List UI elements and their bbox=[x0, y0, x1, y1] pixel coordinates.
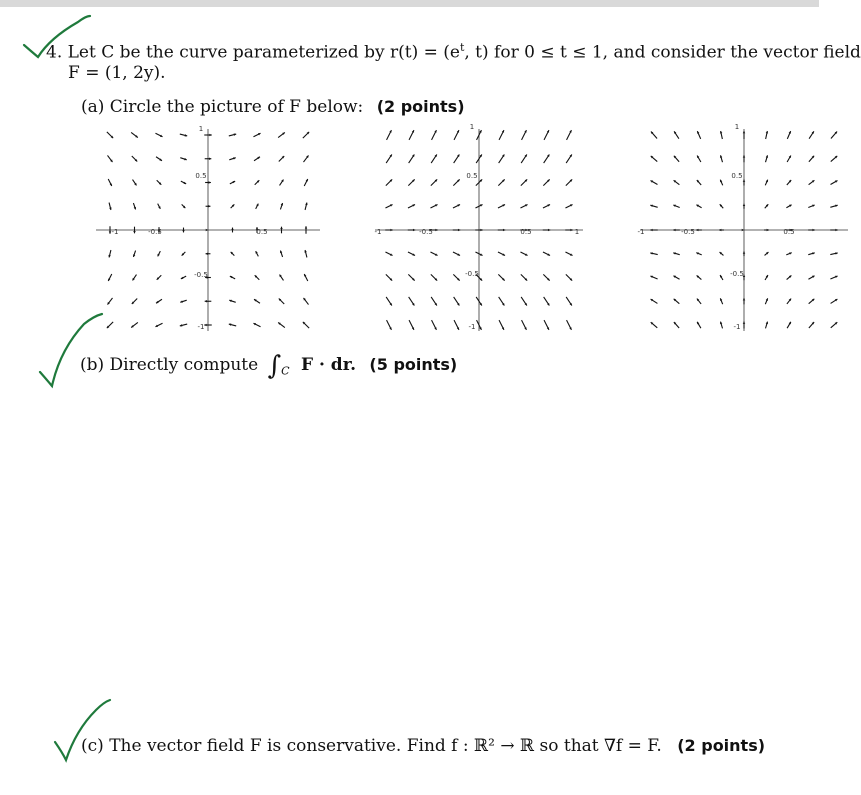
tick-label: 0.5 bbox=[256, 228, 268, 236]
tick-label: -0.5 bbox=[681, 228, 695, 236]
integral-sign: ∫ bbox=[267, 351, 282, 381]
tick-label: -1 bbox=[733, 323, 741, 331]
tick-label: -1 bbox=[374, 228, 382, 236]
tick-label: -1 bbox=[197, 323, 205, 331]
tick-label: 0.5 bbox=[731, 172, 743, 180]
checkmark-icon bbox=[24, 16, 90, 57]
tick-label: 0.5 bbox=[520, 228, 532, 236]
integral-subscript: C bbox=[281, 364, 290, 378]
part-c-points: (2 points) bbox=[677, 736, 766, 755]
tick-label: -1 bbox=[637, 228, 645, 236]
tick-label: 0.5 bbox=[783, 228, 795, 236]
statement-tail: , t) for 0 ≤ t ≤ 1, and consider the vector field bbox=[464, 42, 861, 63]
checkmark-icon bbox=[40, 314, 102, 386]
part-b-label: (b) Directly compute bbox=[80, 355, 259, 375]
statement-text: Let C be the curve parameterized by r(t) = (e bbox=[67, 42, 460, 63]
part-c-label: (c) The vector field F is conservative. Find f : ℝ² → ℝ so that ∇f = F. bbox=[81, 736, 662, 756]
checkmark-icon bbox=[55, 700, 110, 760]
part-a-points: (2 points) bbox=[376, 97, 465, 116]
tick-label: 1 bbox=[734, 123, 740, 131]
tick-label: 1 bbox=[469, 123, 475, 131]
part-b-points: (5 points) bbox=[369, 355, 458, 374]
arrow-head bbox=[835, 229, 837, 231]
exponent: t bbox=[459, 41, 465, 54]
tick-label: 0.5 bbox=[195, 172, 207, 180]
problem-statement-line2: F = (1, 2y). bbox=[68, 63, 166, 83]
tick-label: 0.5 bbox=[466, 172, 478, 180]
tick-label: -0.5 bbox=[148, 228, 162, 236]
part-a-label: (a) Circle the picture of F below: bbox=[81, 97, 364, 117]
problem-number: 4. bbox=[46, 42, 68, 63]
tick-label: -1 bbox=[468, 323, 476, 331]
tick-label: 1 bbox=[574, 228, 580, 236]
integrand: F · dr. bbox=[300, 355, 357, 375]
tick-label: -0.5 bbox=[194, 271, 208, 279]
tick-label: -0.5 bbox=[465, 270, 479, 278]
tick-label: -1 bbox=[111, 228, 119, 236]
tick-label: -0.5 bbox=[730, 270, 744, 278]
tick-label: 1 bbox=[198, 125, 204, 133]
tick-label: -0.5 bbox=[419, 228, 433, 236]
